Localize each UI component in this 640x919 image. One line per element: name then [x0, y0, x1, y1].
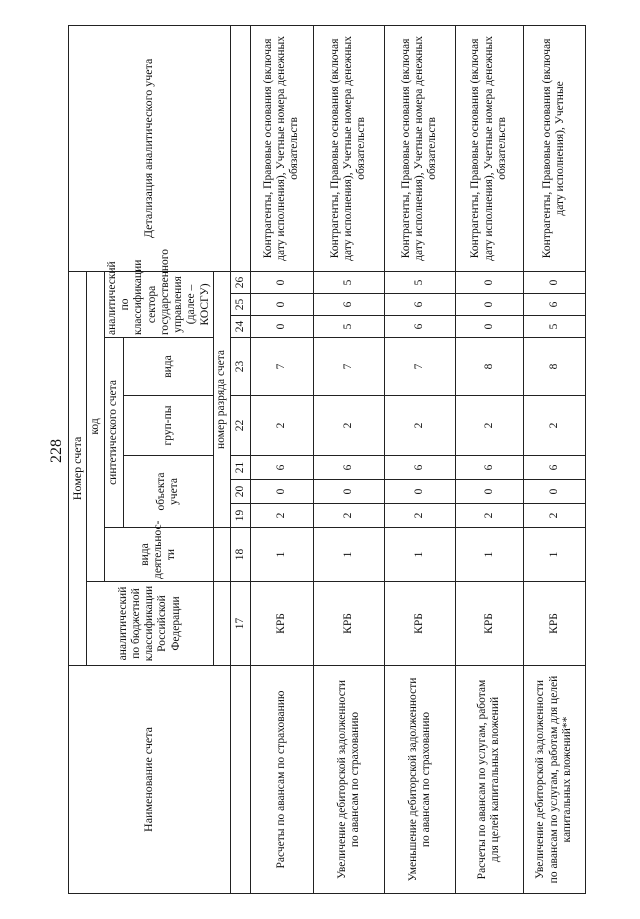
row-kbk: КРБ — [384, 582, 455, 666]
row-activity: 1 — [523, 528, 585, 582]
account-table — [68, 25, 586, 894]
header-account-name: Наименование счета — [69, 666, 231, 894]
row-activity: 1 — [250, 528, 313, 582]
row-digit-26: 5 — [313, 271, 384, 293]
header-account-object: объекта учета — [123, 456, 213, 528]
header-digit-number: номер разряда счета — [213, 271, 230, 527]
digit-19: 19 — [230, 504, 250, 528]
row-digit-21: 6 — [384, 456, 455, 480]
header-code: код — [87, 271, 105, 581]
row-detail: Контрагенты, Правовые основания (включая дату исполнения), Учетные номера денежных обязательств — [384, 25, 455, 271]
row-digit-25: 0 — [455, 294, 523, 316]
digit-18: 18 — [230, 528, 250, 582]
header-group: груп-пы — [123, 396, 213, 456]
header-type: вида — [123, 338, 213, 396]
row-account-name: Увеличение дебиторской задолженности по авансам по услугам, работам для целей капитальных вложений** — [523, 666, 585, 894]
header-detail: Детализация аналитического учета — [69, 25, 231, 271]
row-detail: Контрагенты, Правовые основания (включая дату исполнения), Учетные номера денежных обязательств — [313, 25, 384, 271]
row-activity: 1 — [384, 528, 455, 582]
row-account-name: Уменьшение дебиторской задолженности по авансам по страхованию — [384, 666, 455, 894]
row-digit-23: 7 — [384, 338, 455, 396]
header-kosgu: аналитический по классификации сектора государственного управления (далее – КОСГУ) — [105, 271, 214, 337]
row-digit-21: 6 — [250, 456, 313, 480]
digit-25: 25 — [230, 294, 250, 316]
table-row — [455, 25, 523, 893]
row-digit-19: 2 — [313, 504, 384, 528]
row-digit-20: 0 — [313, 480, 384, 504]
row-activity: 1 — [313, 528, 384, 582]
row-digit-24: 5 — [523, 316, 585, 338]
row-digit-22: 2 — [250, 396, 313, 456]
row-digit-22: 2 — [384, 396, 455, 456]
row-digit-21: 6 — [455, 456, 523, 480]
header-synthetic: синтетического счета — [105, 338, 124, 528]
row-digit-22: 2 — [523, 396, 585, 456]
digit-26: 26 — [230, 271, 250, 293]
rotated-table-frame — [68, 26, 573, 894]
page-number: 228 — [48, 439, 65, 463]
digit-21: 21 — [230, 456, 250, 480]
row-digit-19: 2 — [523, 504, 585, 528]
row-kbk: КРБ — [523, 582, 585, 666]
row-digit-24: 5 — [313, 316, 384, 338]
row-digit-26: 0 — [523, 271, 585, 293]
row-digit-23: 7 — [250, 338, 313, 396]
row-digit-21: 6 — [313, 456, 384, 480]
row-digit-26: 0 — [455, 271, 523, 293]
row-digit-23: 8 — [523, 338, 585, 396]
row-digit-20: 0 — [250, 480, 313, 504]
digit-22: 22 — [230, 396, 250, 456]
row-digit-25: 6 — [313, 294, 384, 316]
row-account-name: Увеличение дебиторской задолженности по авансам по страхованию — [313, 666, 384, 894]
row-digit-22: 2 — [313, 396, 384, 456]
row-account-name: Расчеты по авансам по услугам, работам для целей капитальных вложений — [455, 666, 523, 894]
row-digit-25: 6 — [384, 294, 455, 316]
row-digit-25: 6 — [523, 294, 585, 316]
row-kbk: КРБ — [455, 582, 523, 666]
row-digit-25: 0 — [250, 294, 313, 316]
row-digit-22: 2 — [455, 396, 523, 456]
row-digit-26: 0 — [250, 271, 313, 293]
row-account-name: Расчеты по авансам по страхованию — [250, 666, 313, 894]
row-detail: Контрагенты, Правовые основания (включая дату исполнения), Учетные — [523, 25, 585, 271]
table-row — [523, 25, 585, 893]
digit-24: 24 — [230, 316, 250, 338]
header-kbk: аналитический по бюджетной классификации Российской Федерации — [87, 582, 214, 666]
row-kbk: КРБ — [313, 582, 384, 666]
row-digit-20: 0 — [384, 480, 455, 504]
digit-23: 23 — [230, 338, 250, 396]
table-row — [384, 25, 455, 893]
account-table-container — [68, 26, 573, 894]
row-digit-21: 6 — [523, 456, 585, 480]
row-digit-19: 2 — [250, 504, 313, 528]
row-digit-19: 2 — [384, 504, 455, 528]
header-account-number: Номер счета — [69, 271, 87, 665]
header-activity: вида деятельнос-ти — [105, 528, 214, 582]
row-digit-20: 0 — [523, 480, 585, 504]
row-digit-20: 0 — [455, 480, 523, 504]
digit-17: 17 — [230, 582, 250, 666]
row-activity: 1 — [455, 528, 523, 582]
row-digit-23: 7 — [313, 338, 384, 396]
row-detail: Контрагенты, Правовые основания (включая дату исполнения), Учетные номера денежных обязательств — [455, 25, 523, 271]
table-row — [250, 25, 313, 893]
row-kbk: КРБ — [250, 582, 313, 666]
row-digit-24: 6 — [384, 316, 455, 338]
digit-20: 20 — [230, 480, 250, 504]
row-digit-24: 0 — [455, 316, 523, 338]
row-digit-26: 5 — [384, 271, 455, 293]
row-detail: Контрагенты, Правовые основания (включая дату исполнения), Учетные номера денежных обязательств — [250, 25, 313, 271]
table-row — [313, 25, 384, 893]
row-digit-19: 2 — [455, 504, 523, 528]
row-digit-24: 0 — [250, 316, 313, 338]
row-digit-23: 8 — [455, 338, 523, 396]
